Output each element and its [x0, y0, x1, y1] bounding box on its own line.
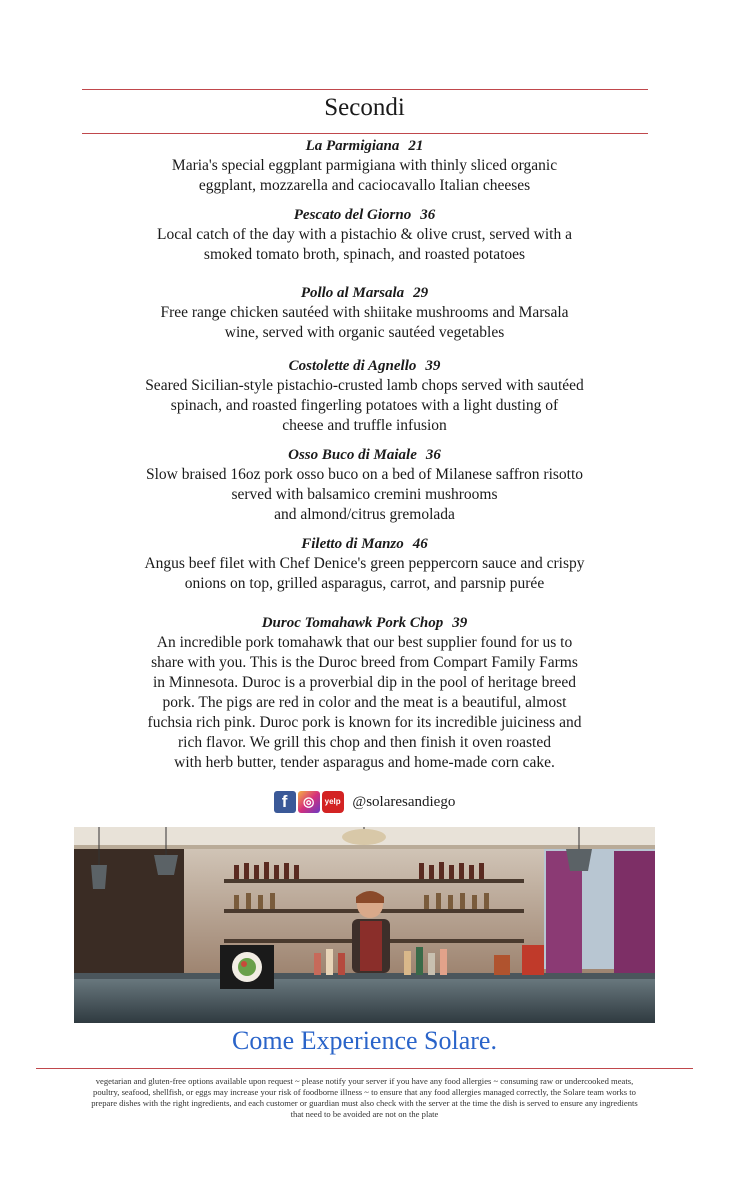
- instagram-icon[interactable]: ◎: [298, 791, 320, 813]
- dish-title: [0, 445, 729, 465]
- dish-description: [0, 633, 729, 773]
- dish-description: [0, 303, 729, 343]
- dish-name: Pescato del Giorno: [293, 207, 412, 223]
- description-line: Angus beef filet with Chef Denice's green peppercorn sauce and crispy: [144, 555, 585, 572]
- description-line: pork. The pigs are red in color and the meat is a beautiful, almost: [162, 694, 567, 711]
- dish-pescato-del-giorno: [0, 205, 729, 265]
- social-links: [0, 789, 729, 814]
- dish-price: 21: [408, 138, 424, 154]
- description-line: Maria's special eggplant parmigiana with thinly sliced organic: [171, 157, 558, 174]
- dish-duroc-tomahawk: [0, 613, 729, 773]
- description-line: An incredible pork tomahawk that our best supplier found for us to: [156, 634, 573, 651]
- disclaimer-line: prepare dishes with the right ingredients, and each customer or guardian must also check with the server at the time the dish is served to ensure any ingredients: [91, 1098, 638, 1108]
- dish-title: [0, 136, 729, 156]
- bar-photo: [74, 827, 655, 1023]
- dish-osso-buco-di-maiale: [0, 445, 729, 525]
- top-divider: [82, 89, 648, 90]
- description-line: smoked tomato broth, spinach, and roasted potatoes: [203, 246, 526, 263]
- disclaimer-line: vegetarian and gluten-free options available upon request ~ please notify your server if you have any food allergies ~ consuming raw or undercooked meats,: [95, 1076, 634, 1086]
- description-line: Slow braised 16oz pork osso buco on a bed of Milanese saffron risotto: [145, 466, 584, 483]
- description-line: wine, served with organic sautéed vegetables: [224, 324, 505, 341]
- section-title: Secondi: [324, 94, 405, 121]
- dish-price: 36: [425, 447, 441, 463]
- dish-title: [0, 534, 729, 554]
- bar-panorama-illustration: [74, 827, 655, 1023]
- description-line: Local catch of the day with a pistachio & olive crust, served with a: [157, 226, 572, 243]
- dish-name: Filetto di Manzo: [301, 536, 404, 552]
- description-line: and almond/citrus gremolada: [274, 506, 455, 523]
- dish-price: 36: [420, 207, 436, 223]
- description-line: in Minnesota. Duroc is a proverbial dip in the pool of heritage breed: [152, 674, 577, 691]
- description-line: with herb butter, tender asparagus and home-made corn cake.: [174, 754, 555, 771]
- dish-costolette-di-agnello: [0, 356, 729, 436]
- yelp-icon[interactable]: yelp: [322, 791, 344, 813]
- dish-name: Costolette di Agnello: [288, 358, 417, 374]
- description-line: spinach, and roasted fingerling potatoes with a light dusting of: [170, 397, 559, 414]
- dish-pollo-al-marsala: [0, 283, 729, 343]
- description-line: Free range chicken sautéed with shiitake mushrooms and Marsala: [160, 304, 569, 321]
- dish-description: [0, 225, 729, 265]
- dish-description: [0, 554, 729, 594]
- dish-description: [0, 376, 729, 436]
- description-line: fuchsia rich pink. Duroc pork is known for its incredible juiciness and: [147, 714, 582, 731]
- disclaimer-line: poultry, seafood, shellfish, or eggs may increase your risk of foodborne illness ~ to ensure that any food allergies managed correctly, the Solare team works to: [93, 1087, 636, 1097]
- dish-description: [0, 156, 729, 196]
- dish-title: [0, 283, 729, 303]
- dish-description: [0, 465, 729, 525]
- description-line: rich flavor. We grill this chop and then finish it oven roasted: [178, 734, 551, 751]
- description-line: Seared Sicilian-style pistachio-crusted lamb chops served with sautéed: [145, 377, 584, 394]
- dish-price: 39: [452, 615, 468, 631]
- description-line: onions on top, grilled asparagus, carrot, and parsnip purée: [184, 575, 545, 592]
- dish-filetto-di-manzo: [0, 534, 729, 594]
- social-handle[interactable]: @solaresandiego: [352, 793, 456, 810]
- dish-name: La Parmigiana: [305, 138, 400, 154]
- dish-name: Osso Buco di Maiale: [288, 447, 417, 463]
- dish-title: [0, 613, 729, 633]
- description-line: eggplant, mozzarella and caciocavallo Italian cheeses: [198, 177, 531, 194]
- description-line: cheese and truffle infusion: [282, 417, 447, 434]
- dish-price: 46: [412, 536, 428, 552]
- description-line: share with you. This is the Duroc breed from Compart Family Farms: [151, 654, 578, 671]
- dish-title: [0, 205, 729, 225]
- dish-price: 29: [413, 285, 429, 301]
- dish-price: 39: [425, 358, 441, 374]
- disclaimer-line: that need to be avoided are not on the plate: [290, 1109, 439, 1119]
- tagline: Come Experience Solare.: [232, 1026, 497, 1055]
- allergy-disclaimer: [50, 1076, 679, 1120]
- dish-name: Pollo al Marsala: [300, 285, 405, 301]
- description-line: served with balsamico cremini mushrooms: [231, 486, 498, 503]
- dish-la-parmigiana: [0, 136, 729, 196]
- dish-name: Duroc Tomahawk Pork Chop: [261, 615, 444, 631]
- facebook-icon[interactable]: f: [274, 791, 296, 813]
- footer-divider: [36, 1068, 693, 1069]
- title-divider: [82, 133, 648, 134]
- dish-title: [0, 356, 729, 376]
